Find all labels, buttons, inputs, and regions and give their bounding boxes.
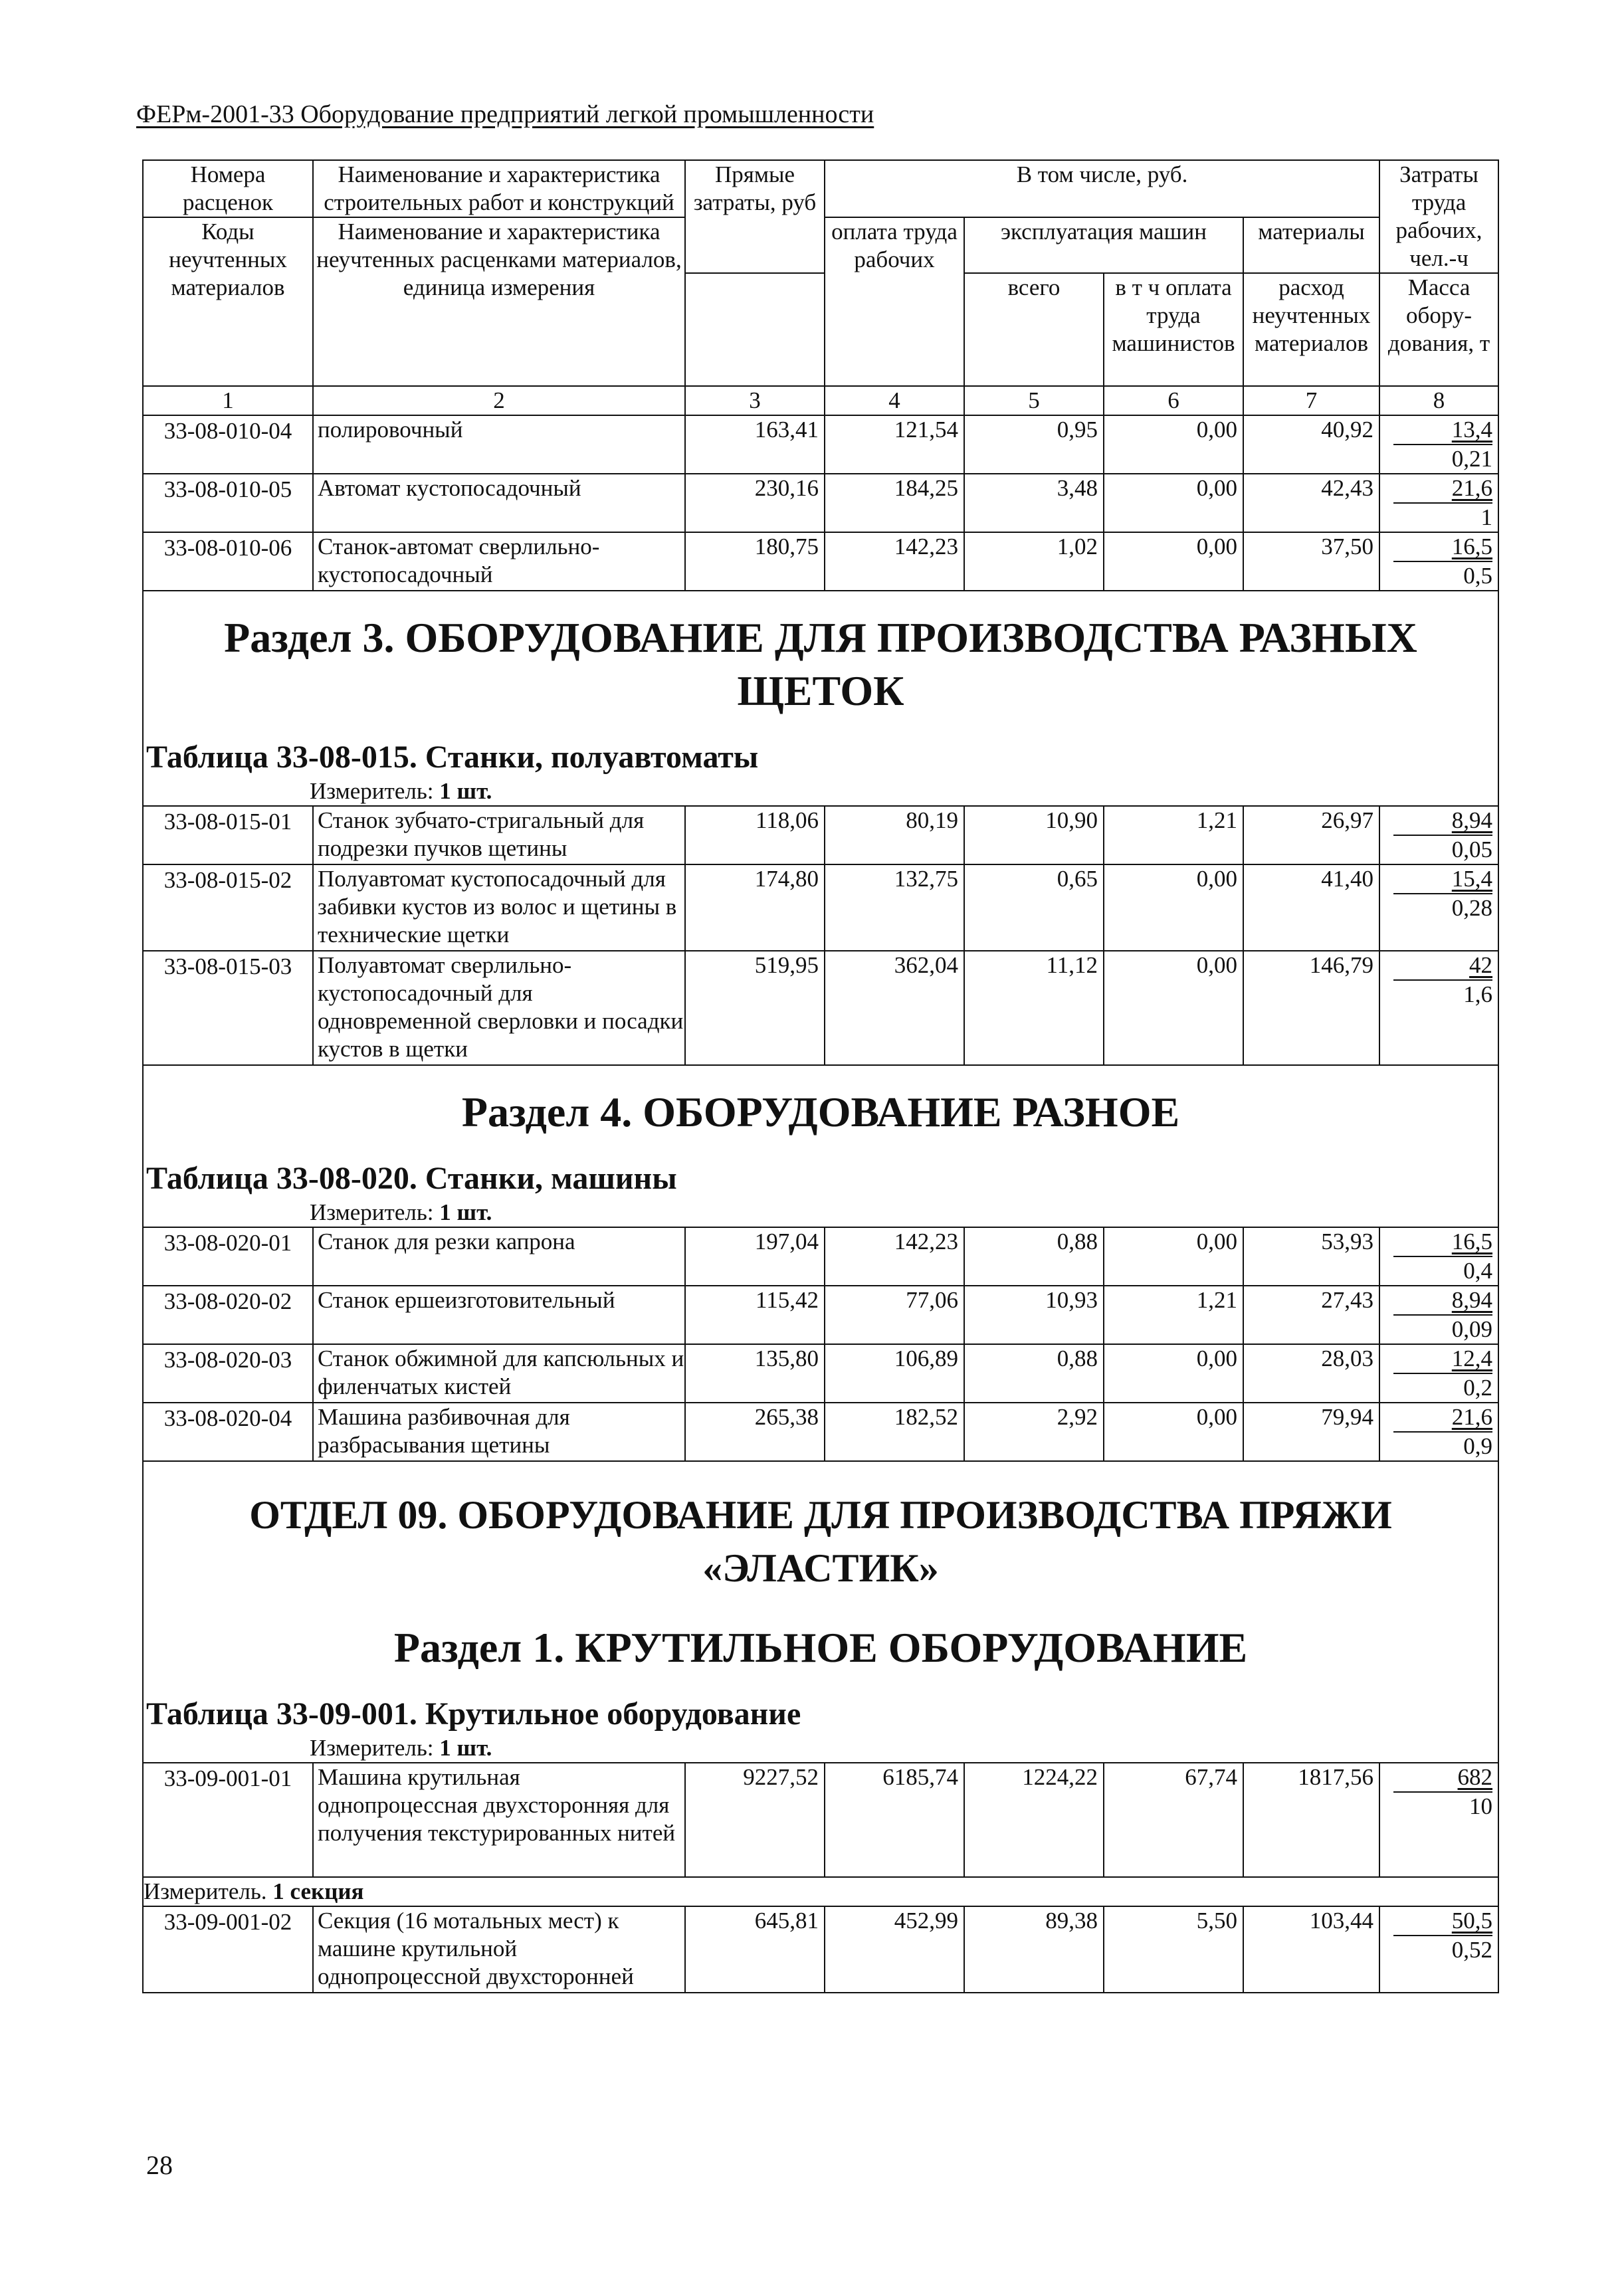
header-mass: Масса обору-дования, т xyxy=(1379,273,1498,386)
rate-mass: 0,52 xyxy=(1451,1937,1493,1963)
rate-mach-labor: 0,00 xyxy=(1104,951,1243,1065)
rate-mass: 10 xyxy=(1469,1793,1493,1819)
rate-mach-labor: 0,00 xyxy=(1104,415,1243,474)
rate-code: 33-08-015-02 xyxy=(143,864,313,951)
rate-labor-mass xyxy=(1379,864,1498,951)
rate-labor-mass xyxy=(1379,1286,1498,1344)
meter-label: Измеритель. xyxy=(144,1878,267,1904)
rate-hours: 16,5 xyxy=(1393,533,1492,562)
rate-name: Полуавтомат сверлильно-кустопосадочный для одновременной сверловки и посадки кустов в щетки xyxy=(313,951,685,1065)
rate-code: 33-08-020-04 xyxy=(143,1403,313,1461)
rate-mach: 0,65 xyxy=(964,864,1104,951)
rate-labor: 142,23 xyxy=(825,1227,964,1286)
rate-name: полировочный xyxy=(313,415,685,474)
rate-labor: 182,52 xyxy=(825,1403,964,1461)
table-row xyxy=(143,1403,1498,1461)
rate-code: 33-08-020-03 xyxy=(143,1344,313,1403)
header-machines: эксплуатация машин xyxy=(964,217,1243,273)
rate-labor-mass xyxy=(1379,1763,1498,1877)
rate-direct: 115,42 xyxy=(685,1286,825,1344)
rate-mach-labor: 0,00 xyxy=(1104,1344,1243,1403)
rate-labor: 132,75 xyxy=(825,864,964,951)
rate-mach: 0,95 xyxy=(964,415,1104,474)
meter xyxy=(144,1734,1498,1762)
meter-value: 1 шт. xyxy=(439,1735,492,1761)
table-row xyxy=(143,415,1498,474)
rate-direct: 645,81 xyxy=(685,1906,825,1993)
rate-mat: 41,40 xyxy=(1243,864,1379,951)
rate-mach: 10,93 xyxy=(964,1286,1104,1344)
col-num: 3 xyxy=(685,386,825,415)
rate-code: 33-08-020-01 xyxy=(143,1227,313,1286)
section-header xyxy=(143,591,1498,806)
col-num: 6 xyxy=(1104,386,1243,415)
rate-direct: 230,16 xyxy=(685,474,825,532)
rate-direct: 118,06 xyxy=(685,806,825,864)
section-header xyxy=(143,1461,1498,1763)
rate-name: Машина разбивочная для разбрасывания щетины xyxy=(313,1403,685,1461)
meter-value: 1 секция xyxy=(272,1878,364,1904)
rate-direct: 163,41 xyxy=(685,415,825,474)
rate-mach-labor: 0,00 xyxy=(1104,1403,1243,1461)
rate-labor: 80,19 xyxy=(825,806,964,864)
rate-labor-mass xyxy=(1379,1227,1498,1286)
section-title: Раздел 3. ОБОРУДОВАНИЕ ДЛЯ ПРОИЗВОДСТВА РАЗНЫХ ЩЕТОК xyxy=(224,614,1417,714)
rate-mach-labor: 0,00 xyxy=(1104,474,1243,532)
section-title: Раздел 1. КРУТИЛЬНОЕ ОБОРУДОВАНИЕ xyxy=(393,1624,1248,1671)
rate-code: 33-09-001-02 xyxy=(143,1906,313,1993)
rate-name: Автомат кустопосадочный xyxy=(313,474,685,532)
table-row xyxy=(143,864,1498,951)
table-row xyxy=(143,1227,1498,1286)
table-title: Таблица 33-09-001. Крутильное оборудование xyxy=(146,1696,801,1732)
table-row xyxy=(143,1344,1498,1403)
page-number: 28 xyxy=(146,2150,173,2180)
header-material-names: Наименование и характеристика неучтенных расценками материалов, единица измерения xyxy=(313,217,685,386)
meter-value: 1 шт. xyxy=(439,1199,492,1225)
rate-mat: 146,79 xyxy=(1243,951,1379,1065)
header-direct: Прямые затраты, руб xyxy=(685,160,825,273)
col-num: 8 xyxy=(1379,386,1498,415)
rate-labor-mass xyxy=(1379,951,1498,1065)
rate-mass: 0,5 xyxy=(1463,563,1493,589)
rate-name: Машина крутильная однопроцессная двухсторонняя для получения текстурированных нитей xyxy=(313,1763,685,1877)
department-title: ОТДЕЛ 09. ОБОРУДОВАНИЕ ДЛЯ ПРОИЗВОДСТВА ПРЯЖИ «ЭЛАСТИК» xyxy=(249,1493,1392,1590)
header-mach-labor: в т ч оплата труда машинистов xyxy=(1104,273,1243,386)
rate-direct: 174,80 xyxy=(685,864,825,951)
header-hours xyxy=(1379,160,1498,273)
rate-mat: 40,92 xyxy=(1243,415,1379,474)
column-numbers-row xyxy=(143,386,1498,415)
rate-mat: 79,94 xyxy=(1243,1403,1379,1461)
rate-labor: 77,06 xyxy=(825,1286,964,1344)
rate-name: Станок-автомат сверлильно-кустопосадочный xyxy=(313,532,685,591)
rate-mat: 27,43 xyxy=(1243,1286,1379,1344)
rate-labor-mass xyxy=(1379,806,1498,864)
rate-direct: 135,80 xyxy=(685,1344,825,1403)
header-hours-label: Затраты труда рабочих, чел.-ч xyxy=(1395,161,1482,271)
header-labor: оплата труда рабочих xyxy=(825,217,964,386)
rate-hours: 21,6 xyxy=(1393,1403,1492,1433)
rate-code: 33-08-010-06 xyxy=(143,532,313,591)
meter-row xyxy=(143,1877,1498,1906)
rate-mass: 0,9 xyxy=(1463,1433,1493,1459)
header-material-codes: Коды неучтенных материалов xyxy=(143,217,313,386)
running-head: ФЕРм-2001-33 Оборудование предприятий легкой промышленности xyxy=(136,100,874,128)
rate-direct: 197,04 xyxy=(685,1227,825,1286)
table-row xyxy=(143,532,1498,591)
rate-labor: 142,23 xyxy=(825,532,964,591)
rate-labor-mass xyxy=(1379,1403,1498,1461)
rate-mat: 53,93 xyxy=(1243,1227,1379,1286)
section-header xyxy=(143,1065,1498,1227)
header-row-top xyxy=(143,160,1498,217)
rate-hours: 50,5 xyxy=(1393,1907,1492,1936)
rate-mach-labor: 1,21 xyxy=(1104,806,1243,864)
rates-table xyxy=(142,159,1499,1993)
rate-mat: 26,97 xyxy=(1243,806,1379,864)
rate-mach: 0,88 xyxy=(964,1227,1104,1286)
header-name: Наименование и характеристика строительных работ и конструкций xyxy=(313,160,685,217)
rate-mach: 3,48 xyxy=(964,474,1104,532)
rate-code: 33-08-010-04 xyxy=(143,415,313,474)
header-mat-use: расход неучтенных материалов xyxy=(1243,273,1379,386)
rate-labor-mass xyxy=(1379,1906,1498,1993)
rate-mach: 89,38 xyxy=(964,1906,1104,1993)
rate-code: 33-08-020-02 xyxy=(143,1286,313,1344)
rate-mat: 42,43 xyxy=(1243,474,1379,532)
rate-direct: 9227,52 xyxy=(685,1763,825,1877)
rate-hours: 15,4 xyxy=(1393,865,1492,894)
rate-mass: 0,4 xyxy=(1463,1258,1493,1284)
col-num: 5 xyxy=(964,386,1104,415)
rate-labor: 106,89 xyxy=(825,1344,964,1403)
rate-hours: 8,94 xyxy=(1393,807,1492,836)
rate-code: 33-08-010-05 xyxy=(143,474,313,532)
table-row xyxy=(143,474,1498,532)
table-row xyxy=(143,1906,1498,1993)
rate-mach: 1224,22 xyxy=(964,1763,1104,1877)
rate-name: Станок ершеизготовительный xyxy=(313,1286,685,1344)
rate-labor: 121,54 xyxy=(825,415,964,474)
meter-label: Измеритель: xyxy=(310,778,434,804)
rate-mach: 11,12 xyxy=(964,951,1104,1065)
rate-mass: 0,21 xyxy=(1451,446,1493,472)
rate-labor: 452,99 xyxy=(825,1906,964,1993)
rate-hours: 12,4 xyxy=(1393,1345,1492,1374)
rate-mach: 2,92 xyxy=(964,1403,1104,1461)
meter-label: Измеритель: xyxy=(310,1735,434,1761)
rate-mach: 0,88 xyxy=(964,1344,1104,1403)
rate-name: Станок для резки капрона xyxy=(313,1227,685,1286)
rate-name: Секция (16 мотальных мест) к машине крутильной однопроцессной двухсторонней xyxy=(313,1906,685,1993)
section-header-row xyxy=(143,591,1498,806)
header-direct-cont xyxy=(685,273,825,386)
rate-hours: 21,6 xyxy=(1393,474,1492,504)
rate-direct: 180,75 xyxy=(685,532,825,591)
rate-mass: 0,2 xyxy=(1463,1375,1493,1401)
header-code: Номера расценок xyxy=(143,160,313,217)
header-materials: материалы xyxy=(1243,217,1379,273)
rate-hours: 42 xyxy=(1393,951,1492,981)
section-header-row xyxy=(143,1065,1498,1227)
rate-labor: 362,04 xyxy=(825,951,964,1065)
section-title: Раздел 4. ОБОРУДОВАНИЕ РАЗНОЕ xyxy=(461,1088,1180,1136)
rate-name: Станок зубчато-стригальный для подрезки пучков щетины xyxy=(313,806,685,864)
rate-mat: 37,50 xyxy=(1243,532,1379,591)
rate-hours: 682 xyxy=(1393,1763,1492,1793)
rate-labor-mass xyxy=(1379,474,1498,532)
rate-mat: 28,03 xyxy=(1243,1344,1379,1403)
rate-mach-labor: 5,50 xyxy=(1104,1906,1243,1993)
section-header-row xyxy=(143,1461,1498,1763)
rate-labor: 184,25 xyxy=(825,474,964,532)
meter-label: Измеритель: xyxy=(310,1199,434,1225)
rates-table-frame xyxy=(142,159,1498,1989)
rate-hours: 8,94 xyxy=(1393,1286,1492,1316)
rate-labor-mass xyxy=(1379,415,1498,474)
rate-mach: 10,90 xyxy=(964,806,1104,864)
col-num: 1 xyxy=(143,386,313,415)
meter xyxy=(144,1199,1498,1227)
rate-code: 33-08-015-03 xyxy=(143,951,313,1065)
meter-value: 1 шт. xyxy=(439,778,492,804)
rate-code: 33-08-015-01 xyxy=(143,806,313,864)
rate-labor: 6185,74 xyxy=(825,1763,964,1877)
rate-mach-labor: 1,21 xyxy=(1104,1286,1243,1344)
table-row xyxy=(143,1763,1498,1877)
rate-mass: 0,09 xyxy=(1451,1316,1493,1342)
rate-mat: 103,44 xyxy=(1243,1906,1379,1993)
col-num: 2 xyxy=(313,386,685,415)
table-title: Таблица 33-08-020. Станки, машины xyxy=(146,1161,677,1196)
rate-hours: 16,5 xyxy=(1393,1228,1492,1257)
rate-mach-labor: 67,74 xyxy=(1104,1763,1243,1877)
col-num: 7 xyxy=(1243,386,1379,415)
rate-code: 33-09-001-01 xyxy=(143,1763,313,1877)
rate-direct: 265,38 xyxy=(685,1403,825,1461)
rate-mat: 1817,56 xyxy=(1243,1763,1379,1877)
rate-mass: 1 xyxy=(1480,504,1493,530)
table-row xyxy=(143,1286,1498,1344)
rate-direct: 519,95 xyxy=(685,951,825,1065)
rate-mass: 0,28 xyxy=(1451,895,1493,921)
rate-mach-labor: 0,00 xyxy=(1104,1227,1243,1286)
table-row xyxy=(143,806,1498,864)
col-num: 4 xyxy=(825,386,964,415)
rate-hours: 13,4 xyxy=(1393,416,1492,445)
rate-mach: 1,02 xyxy=(964,532,1104,591)
rate-mass: 0,05 xyxy=(1451,837,1493,862)
rate-mach-labor: 0,00 xyxy=(1104,532,1243,591)
rate-name: Полуавтомат кустопосадочный для забивки кустов из волос и щетины в технические щетки xyxy=(313,864,685,951)
rate-mach-labor: 0,00 xyxy=(1104,864,1243,951)
rate-mass: 1,6 xyxy=(1463,981,1493,1007)
header-mach-total: всего xyxy=(964,273,1104,386)
header-group: В том числе, руб. xyxy=(825,160,1379,217)
table-title: Таблица 33-08-015. Станки, полуавтоматы xyxy=(146,740,759,775)
rate-labor-mass xyxy=(1379,532,1498,591)
meter xyxy=(143,1877,1498,1906)
rate-labor-mass xyxy=(1379,1344,1498,1403)
meter xyxy=(144,777,1498,805)
table-row xyxy=(143,951,1498,1065)
rate-name: Станок обжимной для капсюльных и филенчатых кистей xyxy=(313,1344,685,1403)
